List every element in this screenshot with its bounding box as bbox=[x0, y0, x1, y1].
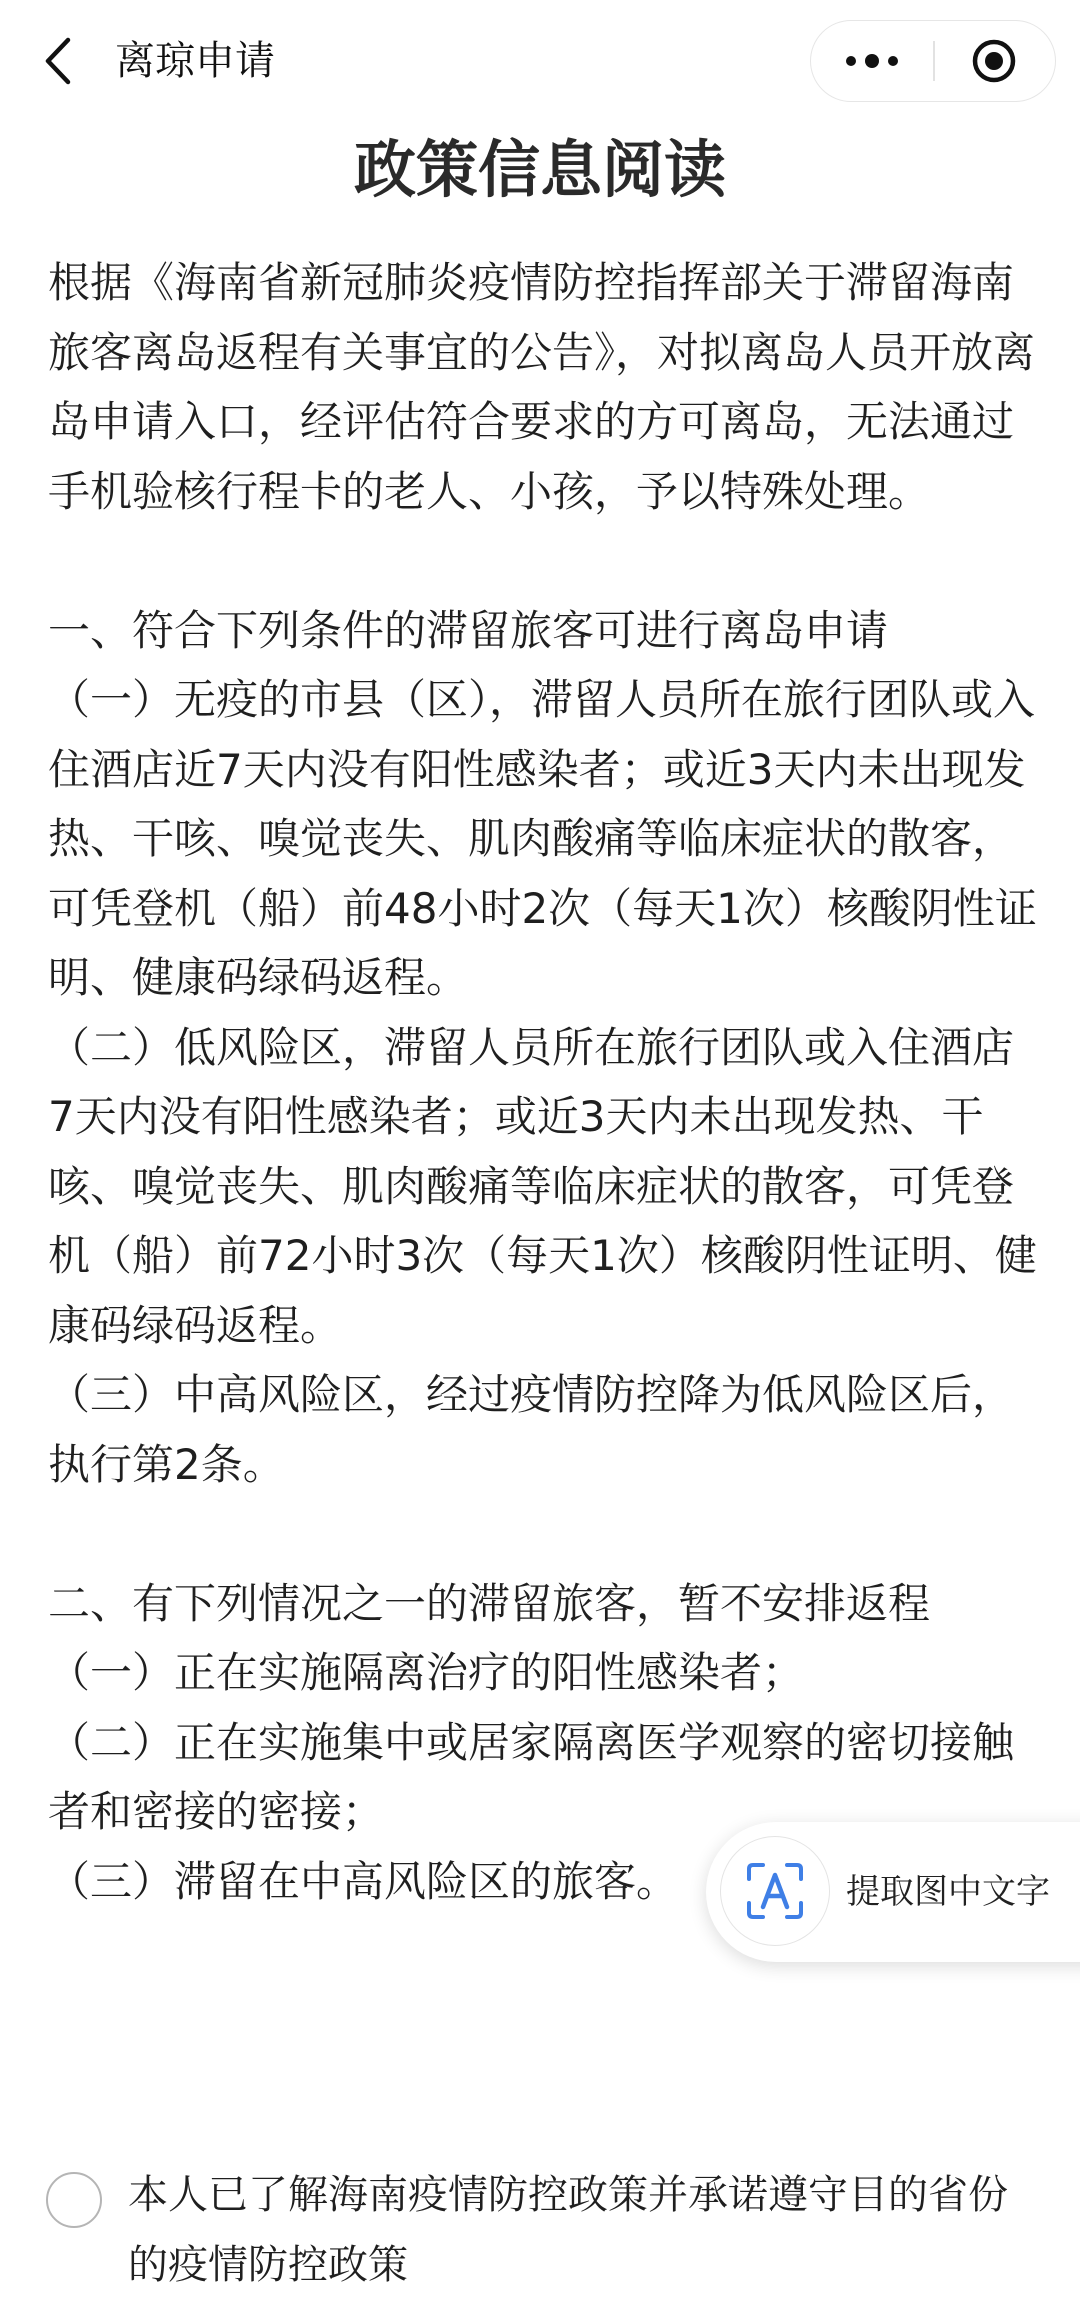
section2-item-3: （三）滞留在中高风险区的旅客。 bbox=[48, 1856, 679, 1906]
paragraph-spacer bbox=[48, 1499, 1038, 1569]
agreement-text: 本人已了解海南疫情防控政策并承诺遵守目的省份的疫情防控政策 bbox=[128, 2172, 1008, 2288]
paragraph-spacer bbox=[48, 526, 1038, 596]
nav-title: 离琼申请 bbox=[115, 38, 275, 84]
more-button[interactable] bbox=[811, 21, 933, 100]
extract-text-button[interactable] bbox=[706, 1822, 1080, 1962]
section1-title: 一、符合下列条件的滞留旅客可进行离岛申请 bbox=[48, 605, 889, 655]
page-title: 政策信息阅读 bbox=[353, 133, 726, 206]
target-circle-icon bbox=[970, 37, 1018, 85]
section2-item-2: （二）正在实施集中或居家隔离医学观察的密切接触者和密接的密接； bbox=[48, 1717, 1015, 1836]
chevron-left-icon bbox=[43, 37, 73, 85]
section1-item-2: （二）低风险区，滞留人员所在旅行团队或入住酒店7天内没有阳性感染者；或近3天内未出现发热、干咳、嗅觉丧失、肌肉酸痛等临床症状的散客，可凭登机（船）前72小时3次（每天1次）核酸阴性证明、健康码绿码返程。 bbox=[48, 1022, 1037, 1350]
more-dots-icon bbox=[844, 54, 900, 68]
agreement-radio[interactable] bbox=[46, 2172, 102, 2228]
extract-text-label: 提取图中文字 bbox=[846, 1872, 1050, 1912]
policy-content bbox=[48, 248, 1038, 1916]
section2-item-1: （一）正在实施隔离治疗的阳性感染者； bbox=[48, 1648, 805, 1697]
ocr-icon-container bbox=[720, 1836, 830, 1946]
section1-item-1: （一）无疫的市县（区），滞留人员所在旅行团队或入住酒店近7天内没有阳性感染者；或近3天内未出现发热、干咳、嗅觉丧失、肌肉酸痛等临床症状的散客，可凭登机（船）前48小时2次（每天1次）核酸阴性证明、健康码绿码返程。 bbox=[48, 675, 1037, 1002]
agreement-row bbox=[0, 2160, 1080, 2288]
text-recognition-icon bbox=[743, 1859, 807, 1923]
close-miniprogram-button[interactable] bbox=[934, 21, 1054, 100]
navigation-bar bbox=[0, 0, 1080, 122]
back-button[interactable] bbox=[36, 30, 80, 92]
section1-item-3: （三）中高风险区，经过疫情防控降为低风险区后，执行第2条。 bbox=[48, 1370, 1015, 1489]
section2-title: 二、有下列情况之一的滞留旅客，暂不安排返程 bbox=[48, 1578, 931, 1628]
mini-program-capsule bbox=[810, 20, 1056, 102]
policy-intro: 根据《海南省新冠肺炎疫情防控指挥部关于滞留海南旅客离岛返程有关事宜的公告》，对拟离岛人员开放离岛申请入口，经评估符合要求的方可离岛，无法通过手机验核行程卡的老人、小孩，予以特殊处理。 bbox=[48, 258, 1036, 516]
